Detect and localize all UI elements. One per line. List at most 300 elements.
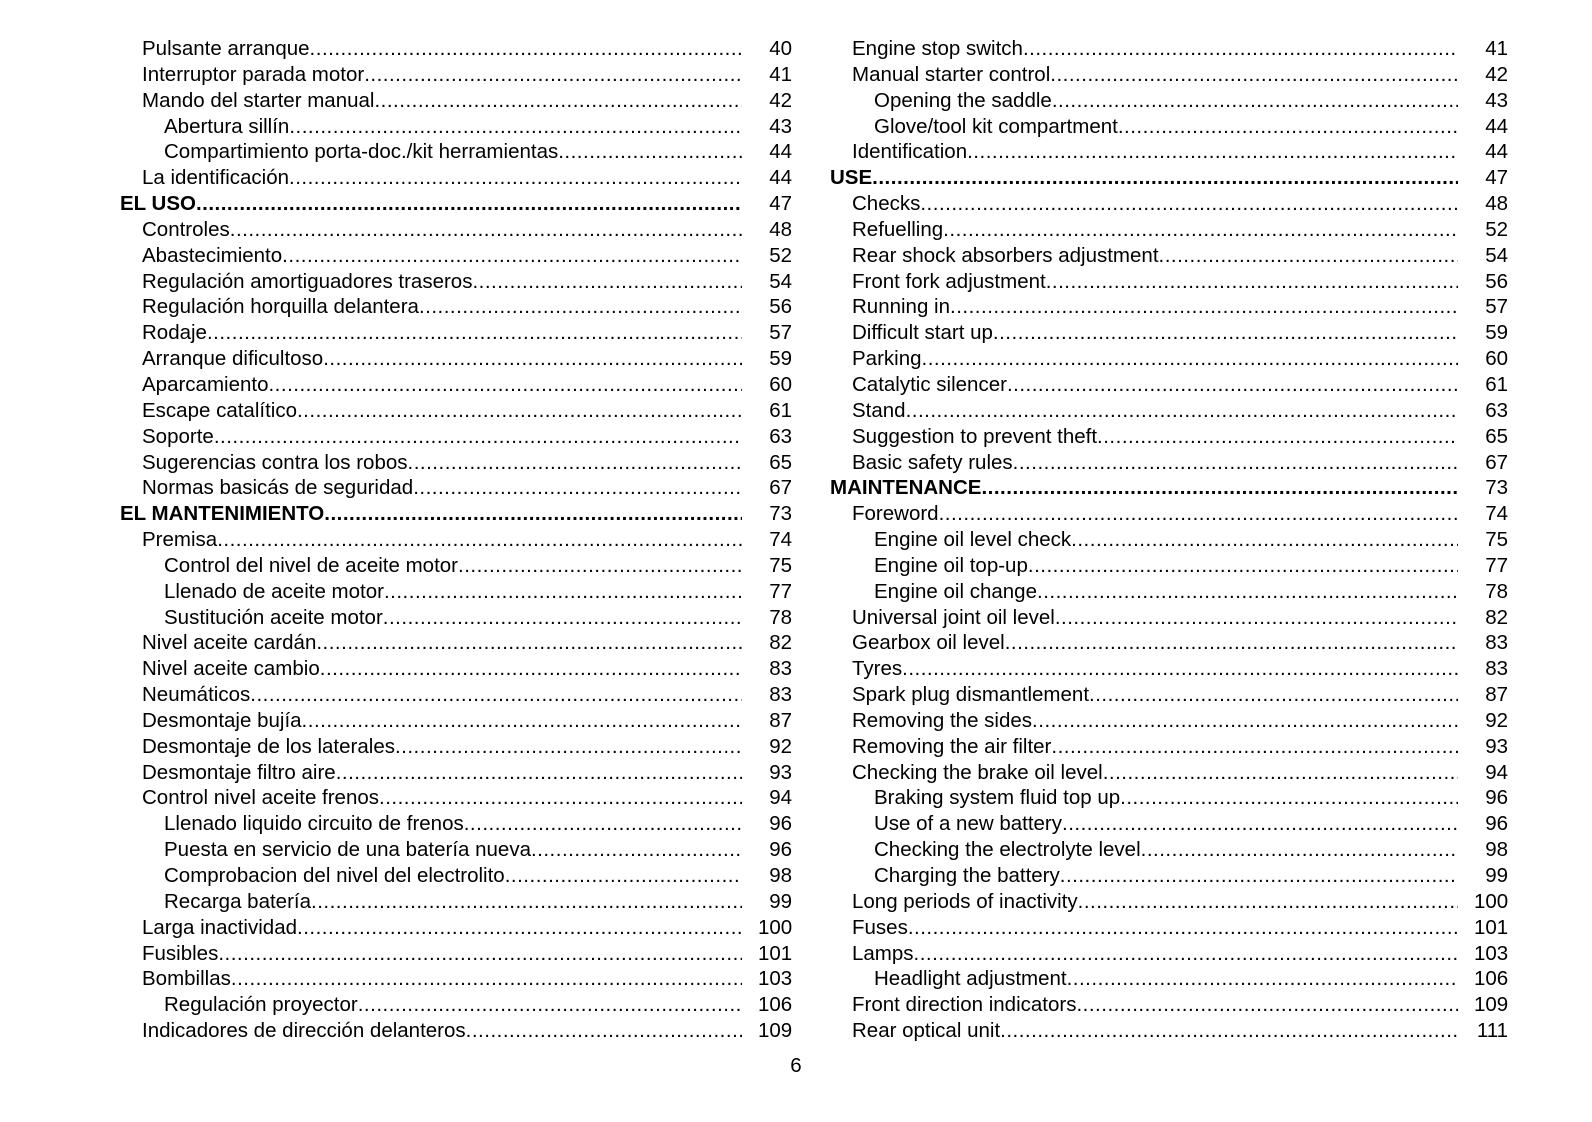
dot-leader (316, 630, 742, 656)
dot-leader (1055, 605, 1458, 631)
toc-entry-page: 40 (769, 37, 792, 60)
toc-entry-page: 41 (769, 62, 792, 86)
toc-entry-page: 94 (769, 786, 792, 810)
toc-entry (830, 294, 1508, 320)
dot-leader (1118, 114, 1458, 140)
toc-entry-page: 77 (1485, 553, 1508, 577)
toc-entry-label: Llenado liquido circuito de frenos (164, 812, 464, 836)
toc-entry-label: Pulsante arranque (142, 37, 310, 60)
dot-leader (1023, 36, 1458, 62)
dot-leader (419, 294, 742, 320)
dot-leader (505, 863, 742, 889)
toc-entry-label: Fuses (852, 915, 908, 939)
dot-leader (320, 656, 742, 682)
toc-entry-label: Nivel aceite cambio (142, 657, 320, 681)
dot-leader (384, 579, 742, 605)
toc-entry-page: 83 (769, 657, 792, 681)
toc-entry-label: Engine oil level check (874, 528, 1072, 552)
dot-leader (922, 346, 1458, 372)
toc-entry-page: 83 (1485, 631, 1508, 655)
toc-entry (120, 630, 792, 656)
toc-entry-page: 54 (1485, 243, 1508, 267)
toc-entry-page: 103 (1474, 941, 1509, 965)
dot-leader (218, 941, 742, 967)
toc-entry-label: Regulación horquilla delantera (142, 295, 419, 319)
toc-entry-page: 44 (769, 166, 792, 190)
toc-entry-page: 101 (758, 941, 793, 965)
toc-entry (830, 217, 1508, 243)
dot-leader (1097, 424, 1458, 450)
dot-leader (981, 475, 1458, 501)
toc-entry-label: Arranque dificultoso (142, 347, 324, 371)
dot-leader (250, 682, 742, 708)
toc-entry-page: 106 (1474, 967, 1509, 991)
toc-entry-label: Regulación proyector (164, 993, 358, 1017)
dot-leader (1076, 992, 1458, 1018)
toc-entry (830, 966, 1508, 992)
dot-leader (310, 36, 742, 62)
toc-entry-page: 61 (769, 398, 792, 422)
toc-entry (830, 501, 1508, 527)
toc-entry-page: 57 (1485, 295, 1508, 319)
toc-entry-page: 42 (1485, 62, 1508, 86)
toc-entry-label: Abertura sillín (164, 114, 290, 138)
dot-leader (408, 450, 742, 476)
toc-entry-page: 87 (769, 708, 792, 732)
toc-entry-label: Soporte (142, 424, 214, 448)
toc-entry (830, 630, 1508, 656)
toc-entry-page: 59 (769, 347, 792, 371)
toc-entry-label: Abastecimiento (142, 243, 283, 267)
toc-entry-page: 43 (769, 114, 792, 138)
dot-leader (395, 734, 742, 760)
toc-entry-page: 78 (1485, 579, 1508, 603)
toc-entry-page: 67 (769, 476, 792, 500)
toc-entry-label: Engine oil change (874, 579, 1037, 603)
toc-section-heading (120, 191, 792, 217)
toc-entry-page: 73 (769, 502, 792, 526)
toc-entry-page: 96 (769, 838, 792, 862)
dot-leader (1007, 372, 1458, 398)
toc-entry-label: Larga inactividad (142, 915, 297, 939)
dot-leader (207, 320, 742, 346)
toc-entry (830, 243, 1508, 269)
toc-entry (120, 915, 792, 941)
dot-leader (950, 294, 1458, 320)
toc-entry (120, 605, 792, 631)
toc-entry-label: Braking system fluid top up (874, 786, 1121, 810)
toc-entry (830, 811, 1508, 837)
dot-leader (374, 88, 742, 114)
toc-entry-page: 74 (1485, 502, 1508, 526)
toc-entry-page: 56 (769, 295, 792, 319)
toc-entry-label: Recarga batería (164, 889, 312, 913)
toc-entry (830, 320, 1508, 346)
dot-leader (908, 915, 1458, 941)
toc-entry (120, 811, 792, 837)
toc-entry-page: 96 (1485, 812, 1508, 836)
toc-entry (830, 191, 1508, 217)
toc-entry-page: 63 (769, 424, 792, 448)
dot-leader (967, 139, 1458, 165)
toc-entry (830, 579, 1508, 605)
dot-leader (289, 114, 742, 140)
toc-entry (120, 863, 792, 889)
dot-leader (1089, 682, 1458, 708)
dot-leader (993, 320, 1458, 346)
dot-leader (1067, 966, 1458, 992)
dot-leader (464, 811, 742, 837)
toc-entry-label: Headlight adjustment (874, 967, 1067, 991)
toc-entry (120, 734, 792, 760)
dot-leader (364, 62, 742, 88)
toc-entry (830, 398, 1508, 424)
dot-leader (939, 501, 1458, 527)
dot-leader (289, 165, 742, 191)
toc-section-heading (830, 165, 1508, 191)
toc-entry-page: 54 (769, 269, 792, 293)
dot-leader (311, 889, 742, 915)
toc-entry-label: Universal joint oil level (852, 605, 1055, 629)
toc-entry-page: 43 (1485, 88, 1508, 112)
toc-entry-label: Suggestion to prevent theft (852, 424, 1098, 448)
dot-leader (472, 269, 742, 295)
toc-entry-label: Basic safety rules (852, 450, 1013, 474)
toc-entry-label: Sugerencias contra los robos (142, 450, 408, 474)
dot-leader (1046, 269, 1458, 295)
toc-entry-label: Glove/tool kit compartment (874, 114, 1118, 138)
dot-leader (383, 605, 742, 631)
dot-leader (1000, 1018, 1458, 1044)
toc-entry-page: 93 (1485, 734, 1508, 758)
toc-entry-label: Checking the brake oil level (852, 760, 1103, 784)
toc-entry-label: Removing the air filter (852, 734, 1052, 758)
toc-entry (120, 88, 792, 114)
dot-leader (302, 708, 742, 734)
toc-entry (830, 269, 1508, 295)
toc-entry-label: Desmontaje de los laterales (142, 734, 395, 758)
toc-entry-label: Normas basicás de seguridad (142, 476, 414, 500)
toc-entry (120, 760, 792, 786)
toc-entry-page: 44 (769, 140, 792, 164)
toc-entry-label: La identificación (142, 166, 290, 190)
toc-entry (120, 320, 792, 346)
toc-entry-page: 41 (1485, 37, 1508, 60)
dot-leader (297, 398, 742, 424)
toc-entry (120, 372, 792, 398)
toc-entry-page: 75 (769, 553, 792, 577)
toc-entry-label: Rodaje (142, 321, 207, 345)
dot-leader (920, 191, 1458, 217)
toc-entry-label: EL USO (120, 192, 196, 216)
dot-leader (914, 941, 1458, 967)
toc-entry-label: Spark plug dismantlement (852, 683, 1090, 707)
toc-entry-label: Stand (852, 398, 906, 422)
toc-entry-label: Escape catalítico (142, 398, 297, 422)
toc-entry-page: 59 (1485, 321, 1508, 345)
toc-entry-label: Checks (852, 192, 921, 216)
toc-column-spanish (120, 36, 792, 1044)
toc-entry-page: 52 (769, 243, 792, 267)
dot-leader (268, 372, 742, 398)
toc-entry-page: 99 (1485, 864, 1508, 887)
toc-entry (830, 708, 1508, 734)
dot-leader (466, 1018, 742, 1044)
dot-leader (558, 139, 742, 165)
toc-entry (830, 941, 1508, 967)
toc-entry-page: 82 (769, 631, 792, 655)
toc-entry (120, 889, 792, 915)
toc-entry-page: 100 (758, 915, 793, 939)
toc-entry (120, 682, 792, 708)
toc-entry-label: Rear optical unit (852, 1019, 1001, 1043)
toc-entry-page: 73 (1485, 476, 1508, 500)
toc-entry-page: 99 (769, 889, 792, 913)
toc-entry-label: Llenado de aceite motor (164, 579, 384, 603)
dot-leader (379, 785, 742, 811)
toc-entry-label: Charging the battery (874, 864, 1060, 887)
toc-entry-label: Lamps (852, 941, 914, 965)
toc-entry (120, 36, 792, 62)
dot-leader (1013, 450, 1458, 476)
toc-entry-page: 65 (769, 450, 792, 474)
toc-entry (830, 915, 1508, 941)
toc-entry-page: 83 (1485, 657, 1508, 681)
toc-entry (120, 62, 792, 88)
toc-entry (830, 682, 1508, 708)
toc-entry (120, 785, 792, 811)
toc-entry-label: Desmontaje filtro aire (142, 760, 336, 784)
toc-entry (830, 139, 1508, 165)
toc-entry-label: Neumáticos (142, 683, 251, 707)
dot-leader (1141, 837, 1458, 863)
toc-entry-label: Engine oil top-up (874, 553, 1028, 577)
dot-leader (1078, 889, 1458, 915)
toc-entry-label: Indicadores de dirección delanteros (142, 1019, 466, 1043)
toc-entry-label: Bombillas (142, 967, 231, 991)
dot-leader (902, 656, 1458, 682)
toc-entry-page: 96 (769, 812, 792, 836)
dot-leader (1071, 527, 1458, 553)
toc-section-heading (120, 501, 792, 527)
toc-entry (830, 114, 1508, 140)
toc-entry-label: Engine stop switch (852, 37, 1023, 60)
toc-entry-label: Compartimiento porta-doc./kit herramientas (164, 140, 559, 164)
dot-leader (1050, 62, 1458, 88)
toc-entry-page: 83 (769, 683, 792, 707)
toc-entry-label: Desmontaje bujía (142, 708, 302, 732)
toc-entry-page: 75 (1485, 528, 1508, 552)
toc-entry (830, 1018, 1508, 1044)
toc-entry-label: Tyres (852, 657, 903, 681)
toc-entry-label: Running in (852, 295, 951, 319)
toc-entry-page: 82 (1485, 605, 1508, 629)
toc-entry-page: 48 (1485, 192, 1508, 216)
dot-leader (1005, 630, 1458, 656)
toc-entry-label: Refuelling (852, 217, 944, 241)
toc-entry-label: Premisa (142, 528, 218, 552)
dot-leader (1159, 243, 1458, 269)
dot-leader (297, 915, 742, 941)
toc-entry (830, 62, 1508, 88)
toc-entry (120, 475, 792, 501)
toc-entry (120, 114, 792, 140)
toc-entry-page: 52 (1485, 217, 1508, 241)
toc-entry-page: 98 (769, 864, 792, 887)
toc-entry-page: 109 (1474, 993, 1509, 1017)
toc-entry-label: Gearbox oil level (852, 631, 1005, 655)
toc-entry (120, 139, 792, 165)
toc-entry (120, 966, 792, 992)
toc-entry (830, 424, 1508, 450)
toc-entry (120, 346, 792, 372)
dot-leader (1028, 553, 1458, 579)
dot-leader (231, 966, 742, 992)
toc-entry-page: 56 (1485, 269, 1508, 293)
dot-leader (196, 191, 742, 217)
toc-entry-label: USE (830, 166, 873, 190)
toc-entry-label: Fusibles (142, 941, 219, 965)
toc-entry (830, 36, 1508, 62)
toc-entry-label: Use of a new battery (874, 812, 1063, 836)
dot-leader (1032, 708, 1458, 734)
toc-entry (120, 424, 792, 450)
toc-entry (830, 605, 1508, 631)
toc-entry (830, 734, 1508, 760)
toc-entry-label: Identification (852, 140, 968, 164)
dot-leader (217, 527, 742, 553)
toc-entry-page: 48 (769, 217, 792, 241)
dot-leader (906, 398, 1458, 424)
toc-entry-page: 42 (769, 88, 792, 112)
toc-entry-label: MAINTENANCE (830, 476, 982, 500)
toc-entry-label: Long periods of inactivity (852, 889, 1078, 913)
toc-entry-label: Nivel aceite cardán (142, 631, 317, 655)
toc-entry-page: 74 (769, 528, 792, 552)
toc-entry-label: Front direction indicators (852, 993, 1077, 1017)
toc-entry-label: Aparcamiento (142, 372, 269, 396)
toc-entry-page: 60 (769, 372, 792, 396)
dot-leader (1037, 579, 1458, 605)
dot-leader (1060, 863, 1458, 889)
toc-entry-label: Manual starter control (852, 62, 1051, 86)
toc-entry (120, 579, 792, 605)
toc-entry (830, 553, 1508, 579)
toc-entry (120, 165, 792, 191)
dot-leader (1052, 88, 1458, 114)
toc-entry-page: 44 (1485, 114, 1508, 138)
toc-entry-label: Removing the sides (852, 708, 1033, 732)
toc-entry-page: 47 (1485, 166, 1508, 190)
toc-entry (120, 656, 792, 682)
toc-entry-label: Comprobacion del nivel del electrolito (164, 864, 505, 887)
toc-entry-label: EL MANTENIMIENTO (120, 502, 325, 526)
dot-leader (1062, 811, 1458, 837)
toc-entry (120, 553, 792, 579)
toc-entry-label: Interruptor parada motor (142, 62, 365, 86)
toc-entry-page: 101 (1474, 915, 1509, 939)
dot-leader (943, 217, 1458, 243)
toc-entry (120, 837, 792, 863)
toc-entry-label: Difficult start up (852, 321, 993, 345)
toc-entry (120, 992, 792, 1018)
toc-entry-label: Front fork adjustment (852, 269, 1046, 293)
toc-entry (830, 527, 1508, 553)
dot-leader (1120, 785, 1458, 811)
toc-entry (120, 398, 792, 424)
toc-entry (830, 992, 1508, 1018)
toc-entry-page: 92 (769, 734, 792, 758)
toc-entry-page: 78 (769, 605, 792, 629)
toc-entry (120, 243, 792, 269)
toc-entry-page: 94 (1485, 760, 1508, 784)
dot-leader (458, 553, 742, 579)
toc-entry-label: Checking the electrolyte level (874, 838, 1141, 862)
toc-entry (830, 760, 1508, 786)
dot-leader (323, 346, 742, 372)
toc-entry (830, 450, 1508, 476)
toc-entry-page: 98 (1485, 838, 1508, 862)
toc-entry-label: Foreword (852, 502, 939, 526)
toc-entry (830, 863, 1508, 889)
toc-entry-page: 61 (1485, 372, 1508, 396)
dot-leader (413, 475, 742, 501)
toc-entry-page: 57 (769, 321, 792, 345)
toc-entry (830, 372, 1508, 398)
dot-leader (531, 837, 742, 863)
toc-entry (830, 346, 1508, 372)
toc-section-heading (830, 475, 1508, 501)
toc-entry-label: Controles (142, 217, 230, 241)
toc-entry-page: 44 (1485, 140, 1508, 164)
toc-entry-label: Rear shock absorbers adjustment (852, 243, 1159, 267)
toc-entry (120, 941, 792, 967)
dot-leader (1103, 760, 1458, 786)
toc-entry (120, 527, 792, 553)
toc-entry-page: 106 (758, 993, 793, 1017)
dot-leader (336, 760, 742, 786)
toc-entry-label: Catalytic silencer (852, 372, 1007, 396)
toc-entry-label: Parking (852, 347, 922, 371)
toc-entry-page: 87 (1485, 683, 1508, 707)
toc-entry (830, 889, 1508, 915)
dot-leader (214, 424, 742, 450)
toc-entry-page: 47 (769, 192, 792, 216)
toc-entry (120, 294, 792, 320)
toc-entry-label: Regulación amortiguadores traseros (142, 269, 473, 293)
toc-entry-label: Puesta en servicio de una batería nueva (164, 838, 531, 862)
dot-leader (1051, 734, 1458, 760)
toc-entry-page: 111 (1476, 1019, 1508, 1043)
toc-entry-page: 103 (758, 967, 793, 991)
dot-leader (872, 165, 1458, 191)
dot-leader (282, 243, 742, 269)
toc-entry-page: 77 (769, 579, 792, 603)
dot-leader (358, 992, 742, 1018)
toc-column-english (830, 36, 1508, 1044)
toc-entry-label: Mando del starter manual (142, 88, 375, 112)
toc-entry (120, 269, 792, 295)
toc-entry-label: Sustitución aceite motor (164, 605, 383, 629)
toc-entry (120, 1018, 792, 1044)
dot-leader (230, 217, 742, 243)
toc-entry-page: 100 (1474, 889, 1509, 913)
toc-entry-page: 63 (1485, 398, 1508, 422)
page-number: 6 (790, 1054, 802, 1077)
toc-entry (830, 837, 1508, 863)
toc-entry (120, 708, 792, 734)
toc-entry-label: Opening the saddle (874, 88, 1052, 112)
